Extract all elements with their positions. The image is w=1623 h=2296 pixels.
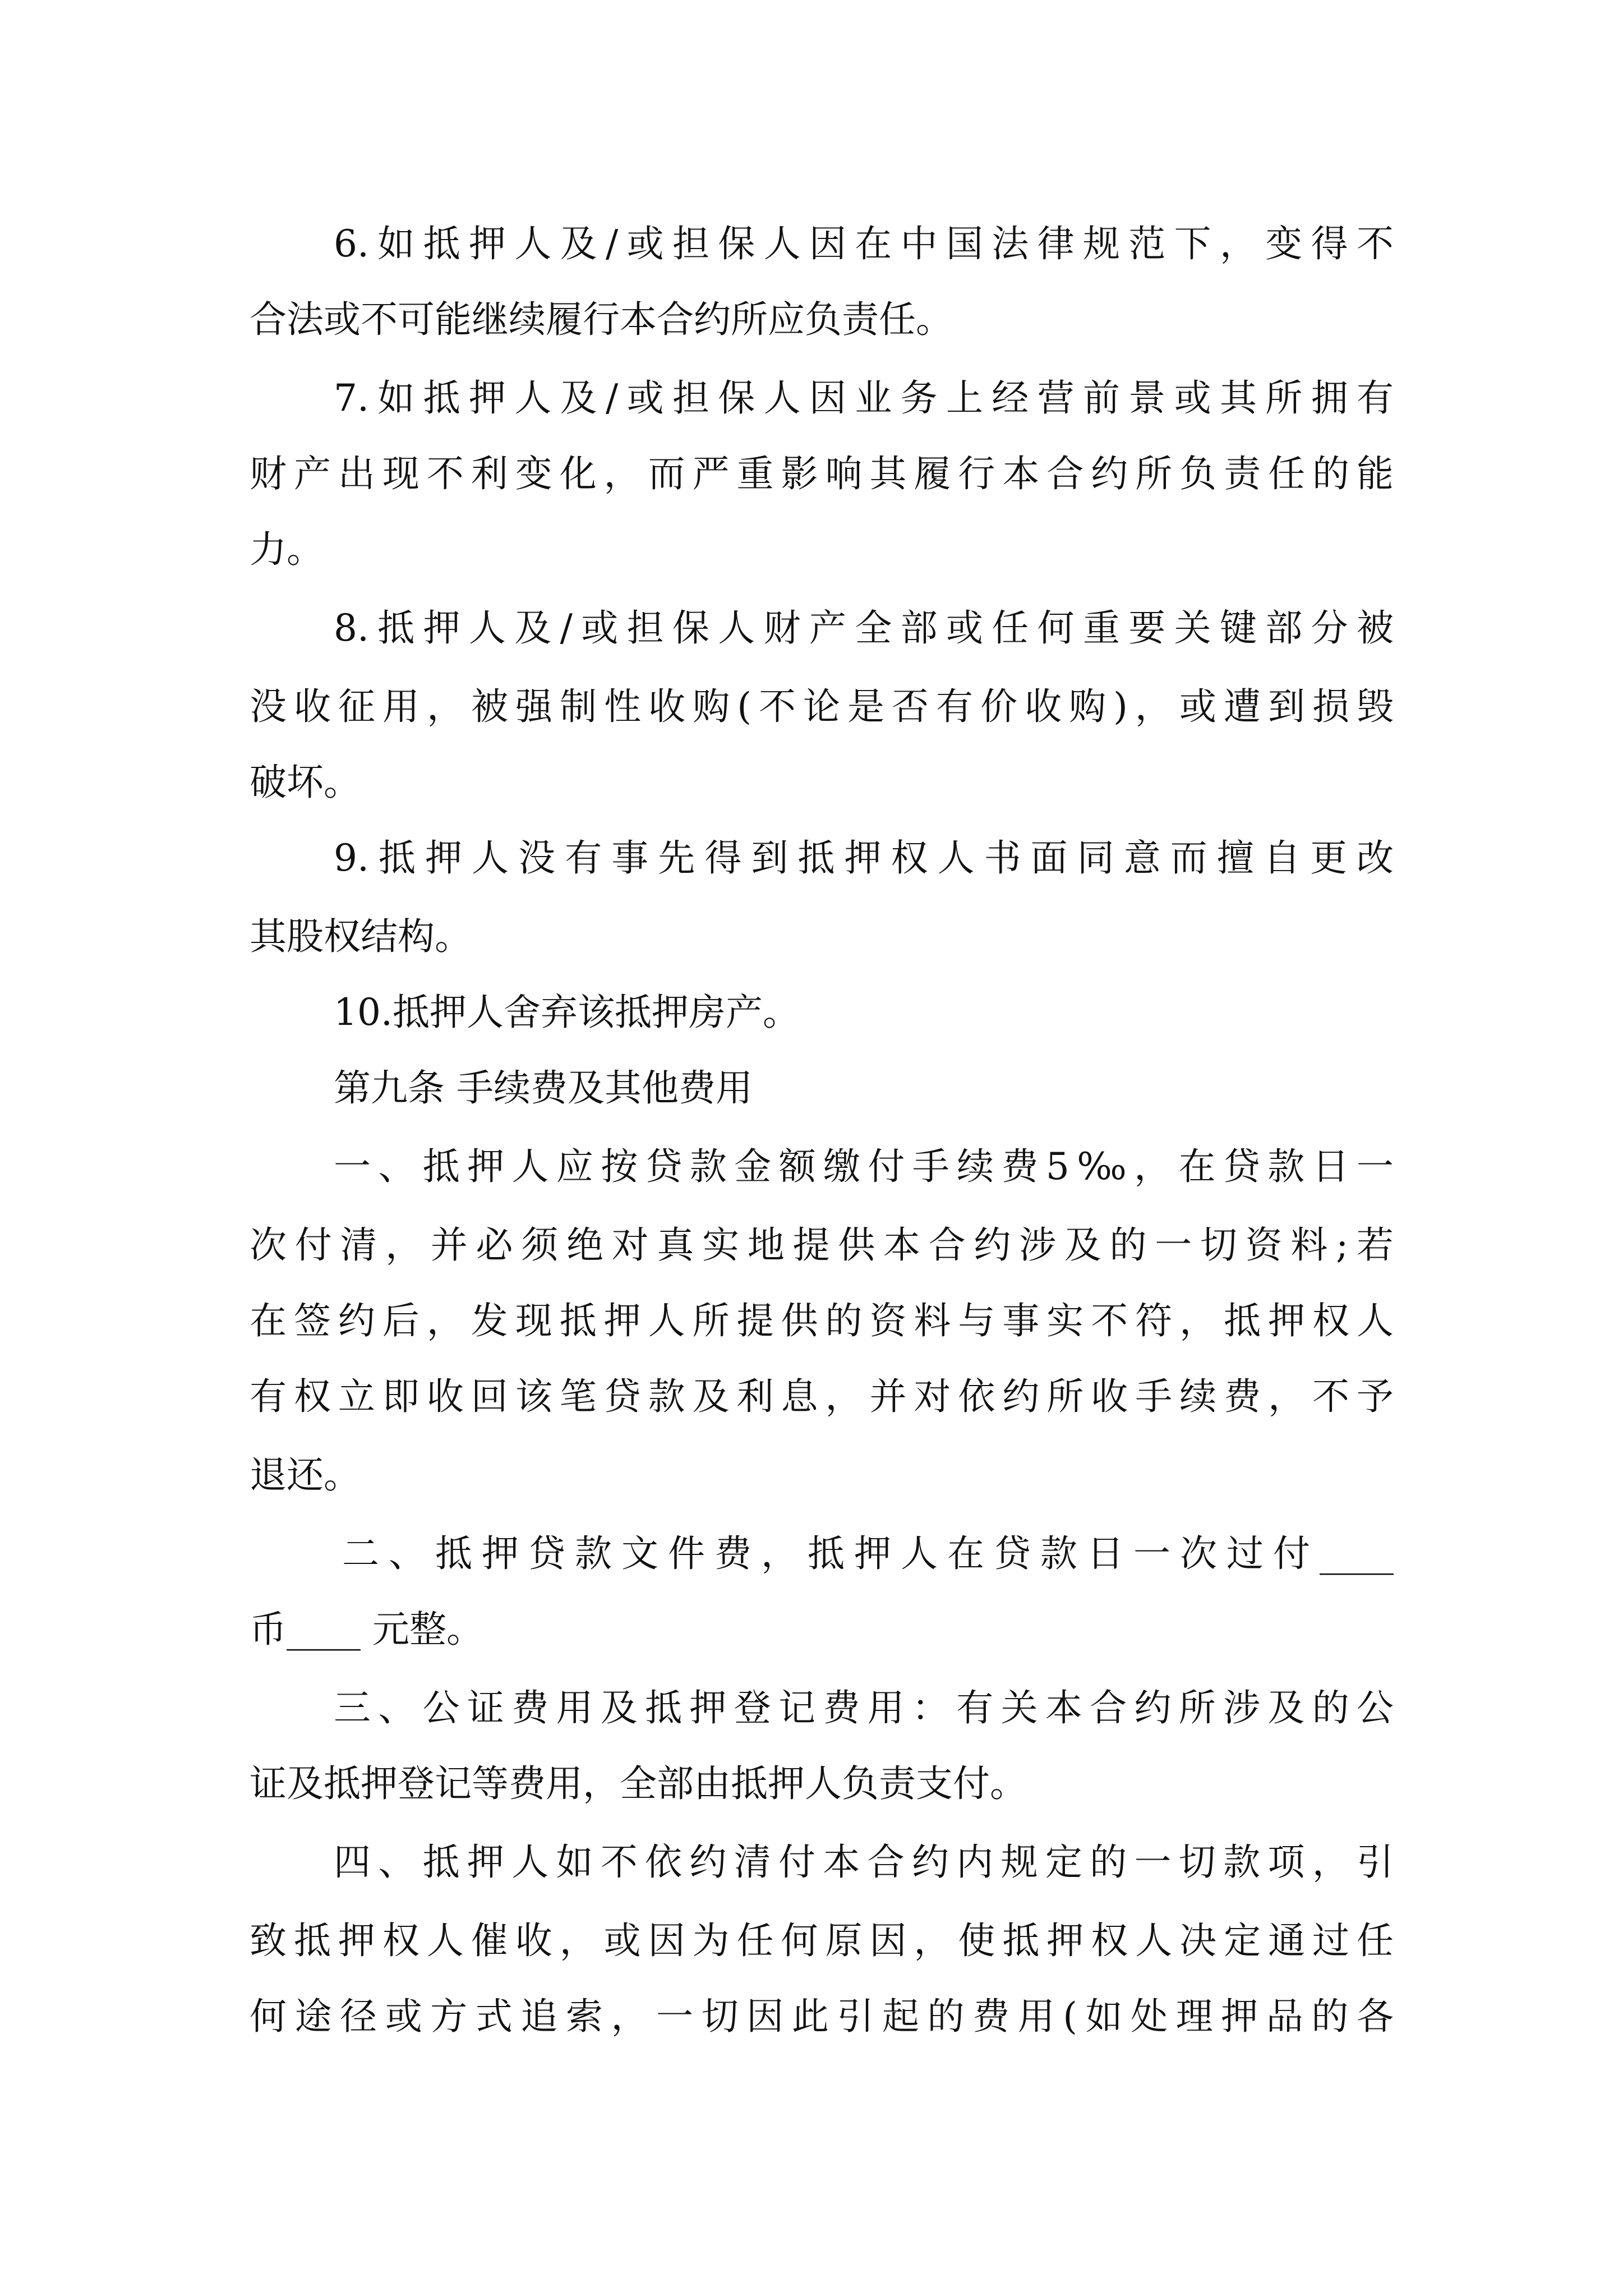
text-line: 四、抵押人如不依约清付本合约内规定的一切款项，引 <box>334 1841 1394 1884</box>
text-line: 没收征用，被强制性收购(不论是否有价收购)，或遭到损毁 <box>250 685 1394 728</box>
text-line: 一、抵押人应按贷款金额缴付手续费5‰，在贷款日一 <box>334 1145 1394 1188</box>
text-line: 10.抵押人舍弃该抵押房产。 <box>334 991 800 1034</box>
text-line: 6.如抵押人及/或担保人因在中国法律规范下，变得不 <box>334 222 1394 265</box>
text-line: 7.如抵押人及/或担保人因业务上经营前景或其所拥有 <box>334 376 1394 420</box>
text-line: 致抵押权人催收，或因为任何原因，使抵押权人决定通过任 <box>250 1919 1394 1962</box>
section-heading: 第九条 手续费及其他费用 <box>334 1066 753 1110</box>
text-line: 9.抵押人没有事先得到抵押权人书面同意而擅自更改 <box>334 836 1394 880</box>
text-line: 力。 <box>250 528 324 571</box>
text-line: 有权立即收回该笔贷款及利息，并对依约所收手续费，不予 <box>250 1375 1394 1418</box>
text-line: 证及抵押登记等费用，全部由抵押人负责支付。 <box>250 1762 1027 1805</box>
text-line: 合法或不可能继续履行本合约所应负责任。 <box>250 298 953 341</box>
text-line: 财产出现不利变化，而严重影响其履行本合约所负责任的能 <box>250 452 1394 495</box>
text-line: 何途径或方式追索，一切因此引起的费用(如处理押品的各 <box>250 1995 1394 2038</box>
text-line: 二、抵押贷款文件费，抵押人在贷款日一次过付____ <box>342 1532 1394 1575</box>
text-line: 退还。 <box>250 1453 361 1497</box>
text-line: 币____ 元整。 <box>250 1608 483 1651</box>
text-line: 其股权结构。 <box>250 915 472 958</box>
text-line: 破坏。 <box>250 761 361 804</box>
text-line: 三、公证费用及抵押登记费用：有关本合约所涉及的公 <box>334 1686 1394 1729</box>
text-line: 8.抵押人及/或担保人财产全部或任何重要关键部分被 <box>334 606 1394 650</box>
text-line: 在签约后，发现抵押人所提供的资料与事实不符，抵押权人 <box>250 1299 1394 1342</box>
text-line: 次付清，并必须绝对真实地提供本合约涉及的一切资料;若 <box>250 1223 1394 1267</box>
